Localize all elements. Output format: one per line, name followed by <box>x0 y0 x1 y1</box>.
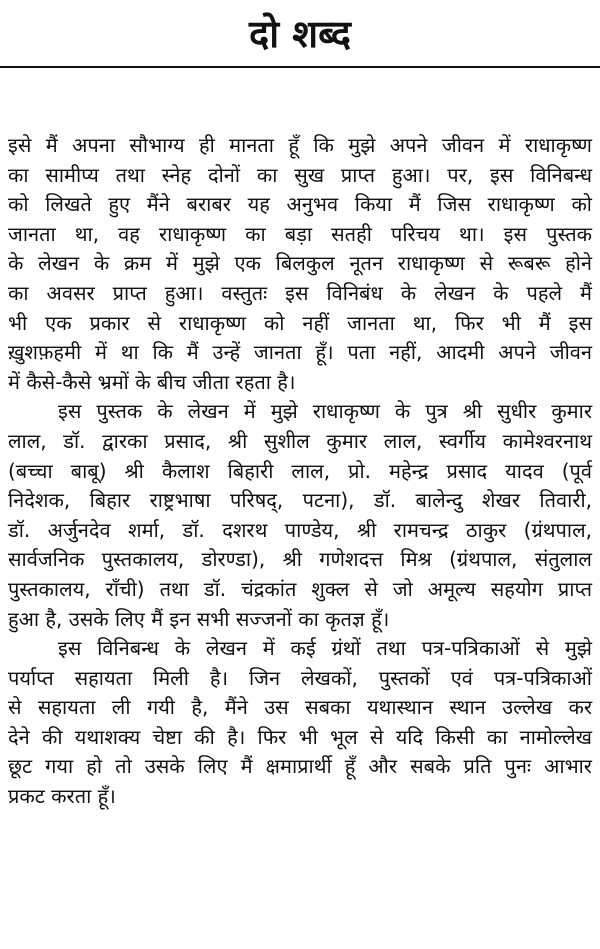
text-line: (बच्चा बाबू) श्री कैलाश बिहारी लाल, प्रो. महेन्द्र प्रसाद यादव (पूर्व <box>8 458 592 483</box>
text-line: भी एक प्रकार से राधाकृष्ण को नहीं जानता था, फिर भी मैं इस <box>8 310 592 335</box>
text-line: ख़ुशफ़हमी में था कि मैं उन्हें जानता हूँ। पता नहीं, आदमी अपने जीवन <box>8 340 592 365</box>
text-line: देने की यथाशक्य चेष्टा की है। फिर भी भूल से यदि किसी का नामोल्लेख <box>8 724 592 749</box>
text-line: पर्याप्त सहायता मिली है। जिन लेखकों, पुस्तकों एवं पत्र-पत्रिकाओं <box>8 665 592 690</box>
body-text <box>8 131 592 812</box>
title-divider <box>0 66 600 68</box>
text-line: प्रकट करता हूँ। <box>8 784 116 809</box>
paragraph-2 <box>8 397 592 634</box>
text-line: में कैसे-कैसे भ्रमों के बीच जीता रहता है। <box>8 369 296 394</box>
text-line: निदेशक, बिहार राष्ट्रभाषा परिषद्, पटना), डॉ. बालेन्दु शेखर तिवारी, <box>8 488 592 513</box>
text-line: जानता था, वह राधाकृष्ण का बड़ा सतही परिचय था। इस पुस्तक <box>8 221 592 246</box>
text-line: से सहायता ली गयी है, मैंने उस सबका यथास्थान स्थान उल्लेख कर <box>8 695 592 720</box>
text-line: का सामीप्य तथा स्नेह दोनों का सुख प्राप्त हुआ। पर, इस विनिबन्ध <box>8 162 592 187</box>
text-line: हुआ है, उसके लिए मैं इन सभी सज्जनों का कृतज्ञ हूँ। <box>8 606 390 631</box>
text-line: सार्वजनिक पुस्तकालय, डोरण्डा), श्री गणेशदत्त मिश्र (ग्रंथपाल, संतुलाल <box>8 547 592 572</box>
text-line: पुस्तकालय, राँची) तथा डॉ. चंद्रकांत शुक्ल से जो अमूल्य सहयोग प्राप्त <box>8 576 592 601</box>
page-title: दो शब्द <box>249 12 351 56</box>
text-line: इस पुस्तक के लेखन में मुझे राधाकृष्ण के पुत्र श्री सुधीर कुमार <box>58 399 592 424</box>
text-line: इसे मैं अपना सौभाग्य ही मानता हूँ कि मुझे अपने जीवन में राधाकृष्ण <box>8 133 592 157</box>
text-line: को लिखते हुए मैंने बराबर यह अनुभव किया मैं जिस राधाकृष्ण को <box>8 192 592 217</box>
text-line: डॉ. अर्जुनदेव शर्मा, डॉ. दशरथ पाण्डेय, श्री रामचन्द्र ठाकुर (ग्रंथपाल, <box>8 517 592 542</box>
text-line: का अवसर प्राप्त हुआ। वस्तुतः इस विनिबंध के लेखन के पहले मैं <box>8 280 592 305</box>
paragraph-1 <box>8 131 592 397</box>
paragraph-3 <box>8 634 592 812</box>
text-line: छूट गया हो तो उसके लिए मैं क्षमाप्रार्थी हूँ और सबके प्रति पुनः आभार <box>8 754 592 779</box>
text-line: लाल, डॉ. द्वारका प्रसाद, श्री सुशील कुमार लाल, स्वर्गीय कामेश्वरनाथ <box>8 428 592 453</box>
text-line: इस विनिबन्ध के लेखन में कई ग्रंथों तथा पत्र-पत्रिकाओं से मुझे <box>58 636 592 661</box>
text-line: के लेखन के क्रम में मुझे एक बिलकुल नूतन राधाकृष्ण से रूबरू होने <box>8 251 592 276</box>
